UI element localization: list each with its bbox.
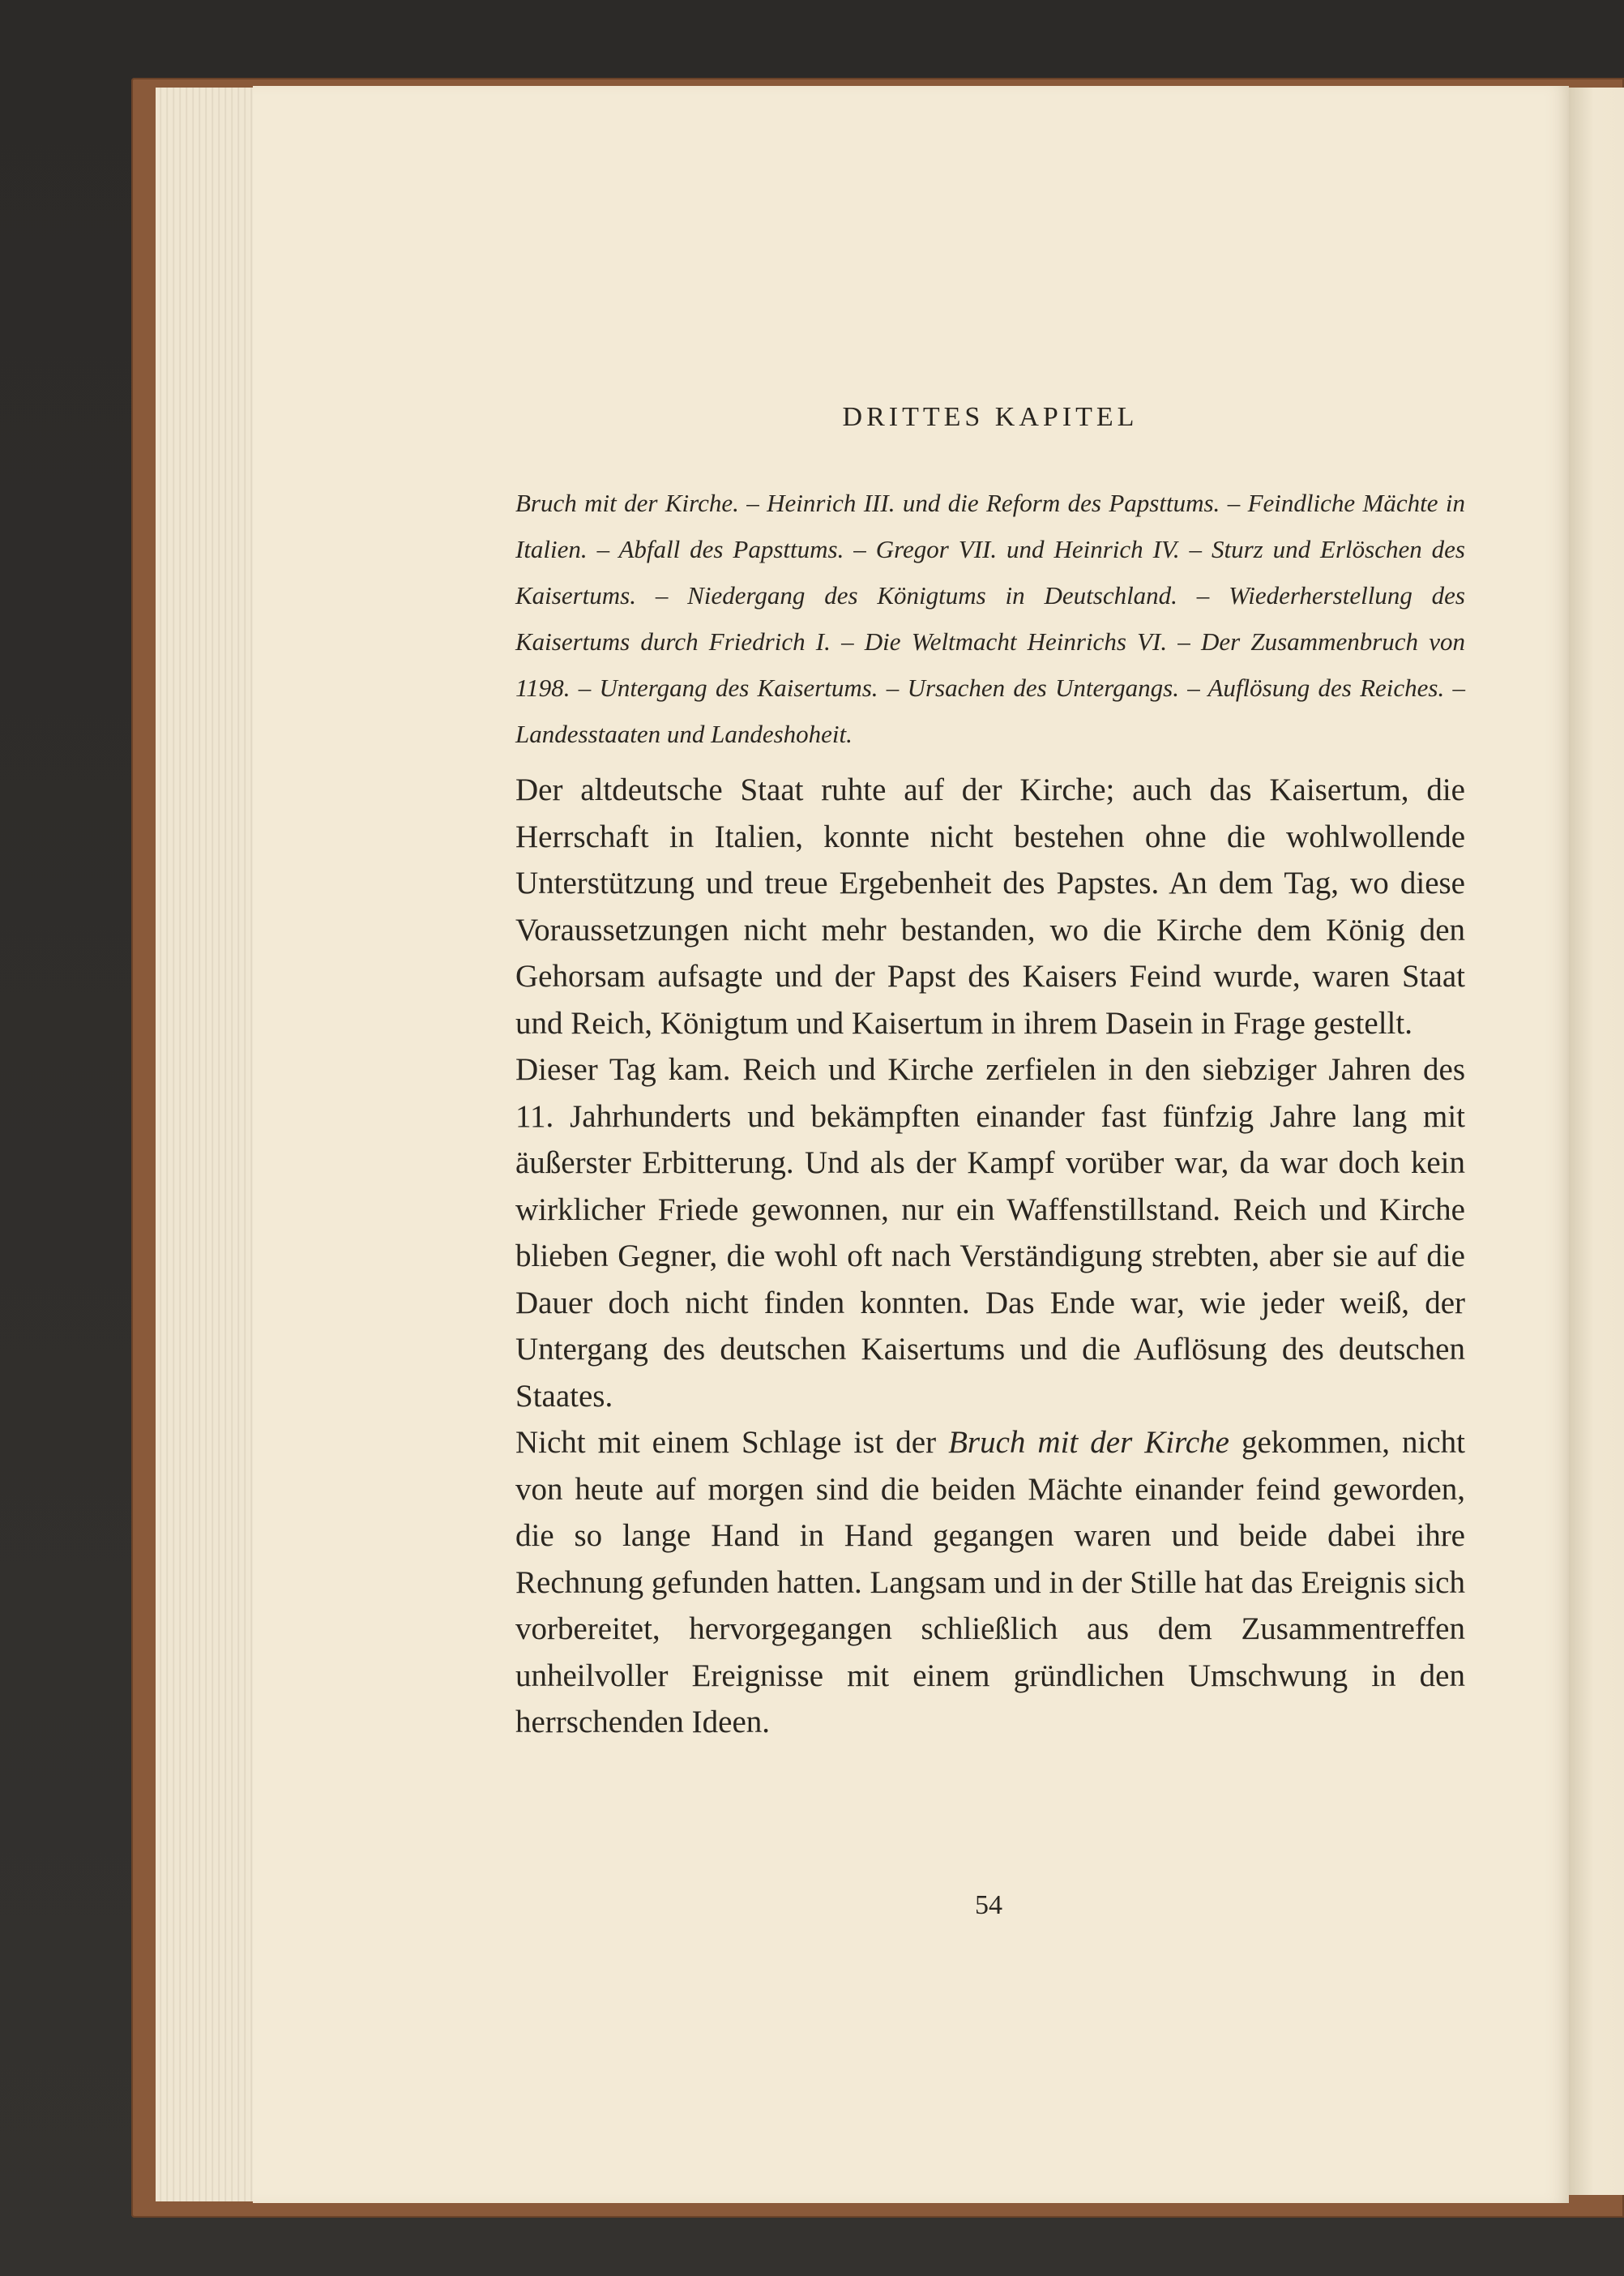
paragraph: Dieser Tag kam. Reich und Kirche zerfielen in den siebziger Jahren des 11. Jahrhunderts und bekämpften einander fast fünfzig Jahre lang mit äußerster Erbitterung. Und als der Kampf vorüber war, da war doch kein wirklicher Friede gewonnen, nur ein Waffenstillstand. Reich und Kirche blieben Gegner, die wohl oft nach Verständigung strebten, aber sie auf die Dauer doch nicht finden konnten. Das Ende war, wie jeder weiß, der Untergang des deutschen Kaisertums und die Auflösung des deutschen Staates.	[515, 1052, 1465, 1414]
emphasis-text: Bruch mit der Kirche	[948, 1425, 1229, 1460]
chapter-heading: DRITTES KAPITEL	[842, 402, 1139, 432]
facing-page-edge	[1569, 88, 1624, 2195]
page-number: 54	[975, 1890, 1002, 1920]
page-edges	[156, 88, 256, 2201]
paragraph: Der altdeutsche Staat ruhte auf der Kirche; auch das Kaisertum, die Herrschaft in Italien, konnte nicht bestehen ohne die wohlwollende Unterstützung und treue Ergebenheit des Papstes. An dem Tag, wo diese Voraussetzungen nicht mehr bestanden, wo die Kirche dem König den Gehorsam aufsagte und der Papst des Kaisers Feind wurde, waren Staat und Reich, Königtum und Kaisertum in ihrem Dasein in Frage gestellt.	[515, 772, 1465, 1041]
body-text	[515, 767, 1465, 1746]
page-text-block	[515, 402, 1465, 1746]
chapter-summary: Bruch mit der Kirche. – Heinrich III. und die Reform des Papsttums. – Feindliche Mächte in Italien. – Abfall des Papsttums. – Gregor VII. und Heinrich IV. – Sturz und Erlöschen des Kaisertums. – Niedergang des Königtums in Deutschland. – Wiederherstellung des Kaisertums durch Friedrich I. – Die Weltmacht Heinrichs VI. – Der Zusammenbruch von 1198. – Untergang des Kaisertums. – Ursachen des Untergangs. – Auflösung des Reiches. – Landesstaaten und Landeshoheit.	[515, 489, 1465, 748]
paragraph-text: gekommen, nicht von heute auf morgen sind die beiden Mächte einander feind geworden, die so lange Hand in Hand gegangen waren und beide dabei ihre Rechnung gefunden hatten. Langsam und in der Stille hat das Ereignis sich vorbereitet, hervorgegangen schließlich aus dem Zusammentreffen unheilvoller Ereignisse mit einem gründlichen Umschwung in den herrschenden Ideen.	[515, 1425, 1465, 1739]
paragraph-text: Nicht mit einem Schlage ist der	[515, 1425, 949, 1460]
paragraph	[515, 1419, 1465, 1746]
